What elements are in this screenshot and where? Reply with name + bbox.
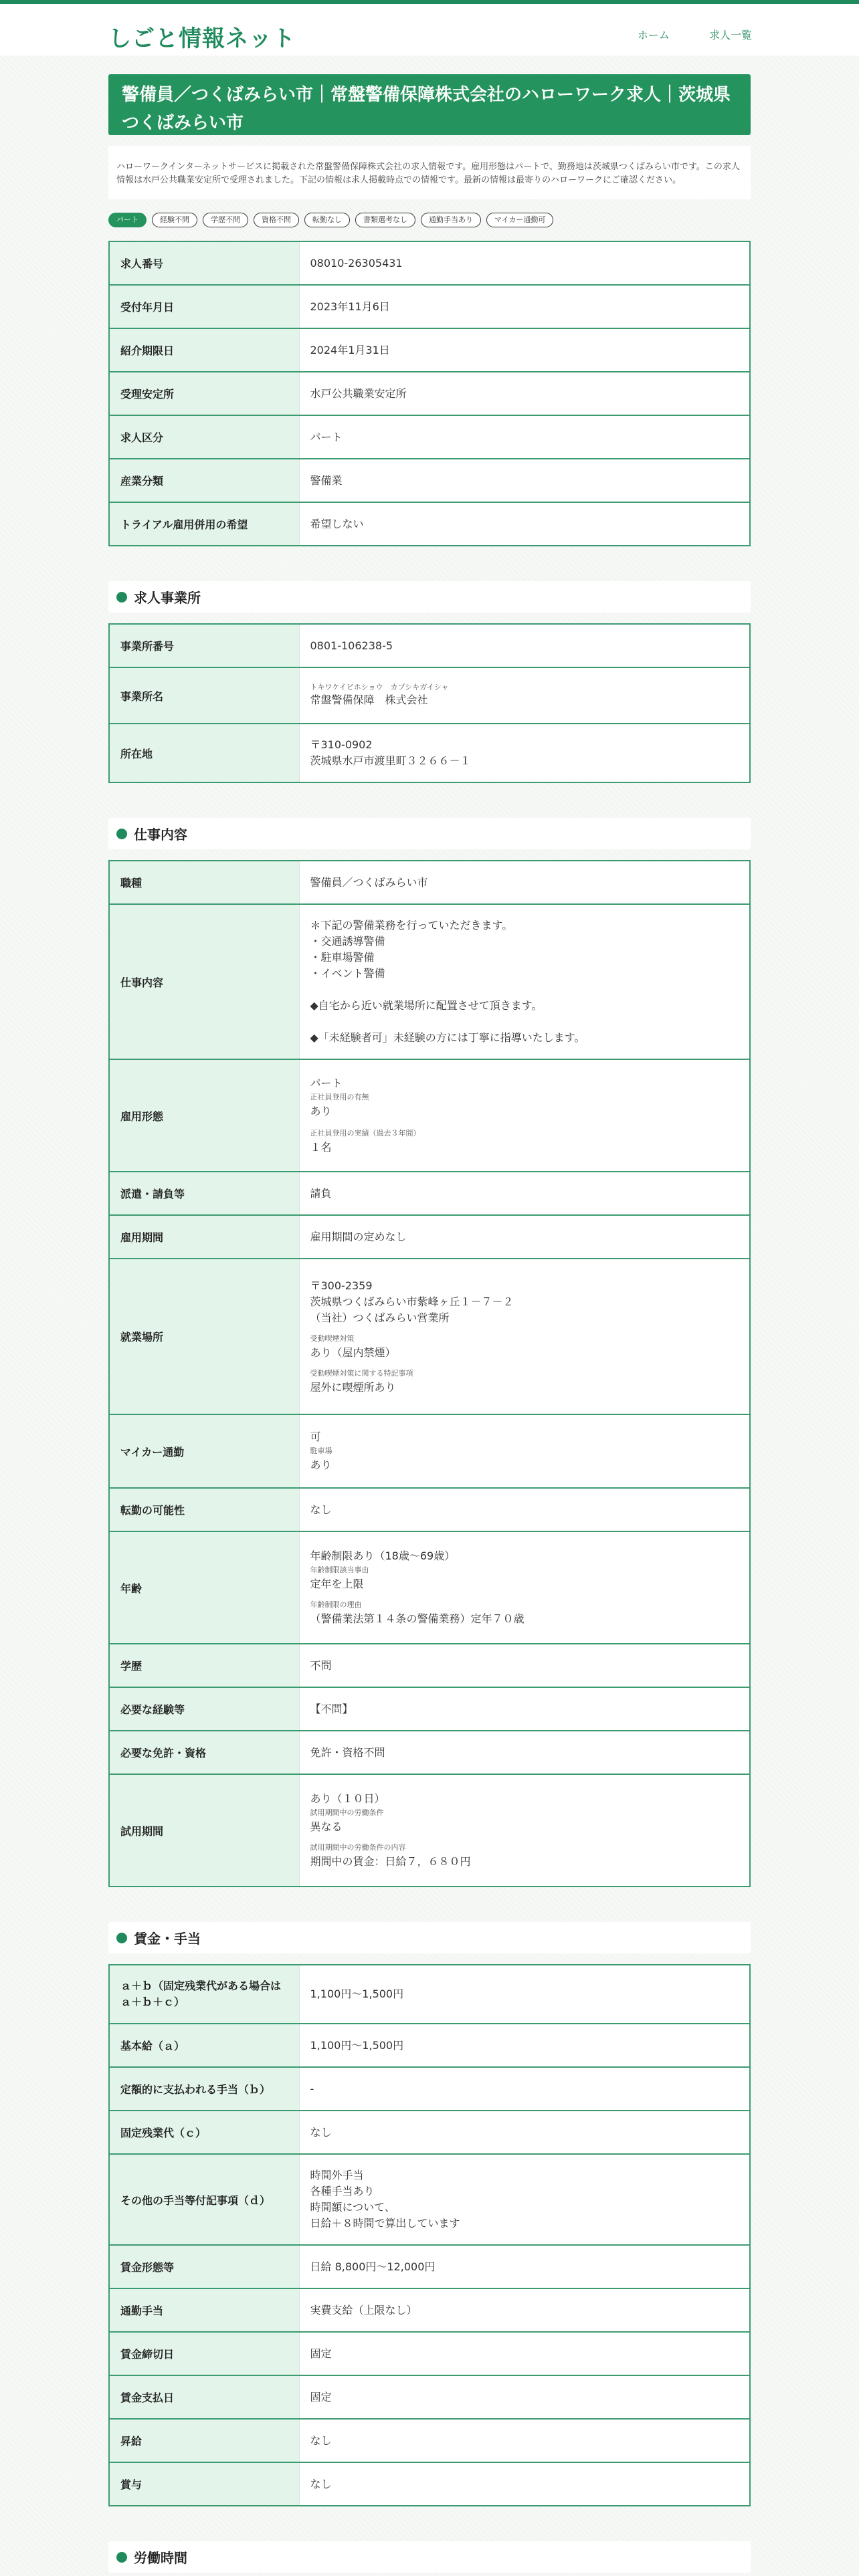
dispatch-value: 請負 (299, 1172, 750, 1215)
row-label: トライアル雇用併用の希望 (109, 502, 299, 546)
table-row (109, 1531, 750, 1644)
age-limit-reason: （警備業法第１４条の警備業務）定年７０歳 (310, 1612, 524, 1625)
tag-car-commute: マイカー通勤可 (486, 213, 553, 227)
table-row (109, 2067, 750, 2111)
sub-label: 年齢制限該当事由 (310, 1566, 369, 1574)
table-row (109, 724, 750, 782)
wage-table (108, 1964, 751, 2506)
table-row (109, 1774, 750, 1887)
row-label: 固定残業代（ｃ） (109, 2111, 299, 2154)
site-logo[interactable]: しごと情報ネット (108, 25, 296, 52)
row-value: 1,100円〜1,500円 (299, 1965, 750, 2024)
section-heading-text: 労働時間 (134, 2550, 187, 2566)
sub-label: 正社員登用の有無 (310, 1093, 369, 1101)
table-row (109, 2419, 750, 2462)
regular-conversion-record: １名 (310, 1141, 332, 1154)
row-value: 警備業 (299, 459, 750, 502)
table-row (109, 1687, 750, 1731)
section-heading-wage (108, 1922, 751, 1953)
row-label: 仕事内容 (109, 904, 299, 1059)
tag-no-document-screening: 書類選考なし (355, 213, 415, 227)
section-heading-text: 求人事業所 (134, 590, 201, 606)
section-heading-text: 仕事内容 (134, 827, 187, 843)
row-value: 2023年11月6日 (299, 285, 750, 328)
row-value: 日給 8,800円〜12,000円 (299, 2245, 750, 2288)
table-row (109, 2245, 750, 2288)
row-value: 固定 (299, 2332, 750, 2375)
bullet-dot-icon (116, 2552, 127, 2563)
page-title: 警備員／つくばみらい市｜常盤警備保障株式会社のハローワーク求人｜茨城県つくばみらい市 (108, 74, 751, 135)
table-row (109, 667, 750, 724)
table-row (109, 1259, 750, 1414)
tag-no-qualification: 資格不問 (254, 213, 299, 227)
row-label: 産業分類 (109, 459, 299, 502)
table-row (109, 1965, 750, 2024)
row-label: 試用期間 (109, 1774, 299, 1887)
row-label: 所在地 (109, 724, 299, 782)
table-row (109, 1215, 750, 1259)
table-row (109, 1731, 750, 1774)
job-title: 警備員／つくばみらい市 (299, 861, 750, 904)
row-value: 1,100円〜1,500円 (299, 2024, 750, 2067)
summary-table (108, 241, 751, 546)
bullet-dot-icon (116, 1933, 127, 1943)
table-row (109, 2288, 750, 2332)
row-label: 職種 (109, 861, 299, 904)
row-label: 事業所番号 (109, 624, 299, 667)
section-heading-work (108, 818, 751, 849)
workplace-postal: 〒300-2359 (310, 1279, 373, 1292)
site-header (0, 0, 859, 56)
trial-conditions: 異なる (310, 1820, 343, 1833)
row-label: 雇用形態 (109, 1059, 299, 1172)
nav-job-list-link[interactable]: 求人一覧 (708, 29, 752, 41)
table-row (109, 1488, 750, 1531)
row-label: 受理安定所 (109, 372, 299, 415)
table-row (109, 415, 750, 459)
nav-home-link[interactable]: ホーム (637, 29, 670, 41)
work-table (108, 860, 751, 1887)
section-heading-office (108, 581, 751, 613)
bullet-dot-icon (116, 829, 127, 839)
row-value: パート (299, 415, 750, 459)
row-label: 求人番号 (109, 241, 299, 285)
office-table (108, 623, 751, 783)
transfer-possibility: なし (299, 1488, 750, 1531)
row-label: 年齢 (109, 1531, 299, 1644)
sub-label: 駐車場 (310, 1446, 332, 1455)
job-content: ＊下記の警備業務を行っていただきます。 ・交通誘導警備 ・駐車場警備 ・イベント警備 ◆自宅から近い就業場所に配置させて頂きます。 ◆「未経験者可」未経験の方には丁寧に指導いたします。 (299, 904, 750, 1059)
tag-list (108, 213, 751, 227)
license-requirement: 免許・資格不問 (299, 1731, 750, 1774)
sub-label: 試用期間中の労働条件 (310, 1808, 384, 1817)
bullet-dot-icon (116, 592, 127, 603)
row-value: なし (299, 2419, 750, 2462)
row-label: 賃金形態等 (109, 2245, 299, 2288)
row-value: なし (310, 2477, 332, 2490)
row-value: 2024年1月31日 (299, 328, 750, 372)
row-label: 定額的に支払われる手当（ｂ） (109, 2067, 299, 2111)
table-row (109, 2154, 750, 2245)
row-label: 受付年月日 (109, 285, 299, 328)
table-row (109, 241, 750, 285)
sub-label: 受動喫煙対策 (310, 1333, 355, 1343)
section-heading-hours (108, 2541, 751, 2573)
office-address: 茨城県水戸市渡里町３２６６－１ (310, 754, 471, 767)
workplace-office: （当社）つくばみらい営業所 (310, 1311, 450, 1324)
row-value: なし (299, 2111, 750, 2154)
row-label: 派遣・請負等 (109, 1172, 299, 1215)
parking: あり (310, 1459, 332, 1471)
row-label: 転勤の可能性 (109, 1488, 299, 1531)
trial-period: あり（１０日） (310, 1792, 385, 1805)
main-nav (601, 27, 752, 42)
office-name-kana: トキワケイビホショウ カブシキガイシャ (310, 683, 449, 691)
table-row (109, 2024, 750, 2067)
table-row (109, 1059, 750, 1172)
table-row (109, 861, 750, 904)
row-value: 実費支給（上限なし） (299, 2288, 750, 2332)
row-label: 求人区分 (109, 415, 299, 459)
row-label: 基本給（ａ） (109, 2024, 299, 2067)
row-label: 必要な経験等 (109, 1687, 299, 1731)
sub-label: 年齢制限の理由 (310, 1600, 362, 1609)
sub-label: 受動喫煙対策に関する特記事項 (310, 1368, 413, 1378)
row-label: 雇用期間 (109, 1215, 299, 1259)
smoking-note: 屋外に喫煙所あり (310, 1380, 396, 1394)
table-row (109, 624, 750, 667)
tag-no-education: 学歴不問 (203, 213, 248, 227)
regular-conversion: あり (310, 1105, 332, 1117)
workplace-address: 茨城県つくばみらい市紫峰ヶ丘１－７－２ (310, 1295, 514, 1308)
table-row (109, 2111, 750, 2154)
row-label: 必要な免許・資格 (109, 1731, 299, 1774)
employment-period: 雇用期間の定めなし (299, 1215, 750, 1259)
row-value: 水戸公共職業安定所 (299, 372, 750, 415)
table-row (109, 328, 750, 372)
tag-no-experience: 経験不問 (152, 213, 197, 227)
row-label: ａ＋ｂ（固定残業代がある場合はａ＋ｂ＋ｃ） (109, 1965, 299, 2024)
experience-requirement: 【不問】 (299, 1687, 750, 1731)
tag-part-time: パート (108, 213, 147, 227)
tag-no-transfer: 転勤なし (304, 213, 350, 227)
table-row (109, 904, 750, 1059)
row-label: その他の手当等付記事項（ｄ） (109, 2154, 299, 2245)
row-label: 通勤手当 (109, 2288, 299, 2332)
main-content (108, 74, 751, 2573)
employment-type: パート (310, 1077, 343, 1089)
row-label: 就業場所 (109, 1259, 299, 1414)
row-label: 賃金締切日 (109, 2332, 299, 2375)
tag-commute-allowance: 通勤手当あり (421, 213, 481, 227)
row-label: 昇給 (109, 2419, 299, 2462)
smoking-policy: あり（屋内禁煙） (310, 1346, 396, 1359)
office-number: 0801-106238-5 (299, 624, 750, 667)
row-label: マイカー通勤 (109, 1414, 299, 1488)
row-label: 紹介期限日 (109, 328, 299, 372)
age-limit-case: 定年を上限 (310, 1578, 364, 1590)
car-commute: 可 (310, 1430, 321, 1443)
age-limit: 年齢制限あり（18歳〜69歳） (310, 1549, 456, 1562)
table-row (109, 2462, 750, 2506)
row-value: - (299, 2067, 750, 2111)
table-row (109, 285, 750, 328)
office-postal: 〒310-0902 (310, 738, 373, 751)
office-name: 常盤警備保障 株式会社 (310, 693, 428, 706)
row-label: 賃金支払日 (109, 2375, 299, 2419)
row-value: 08010-26305431 (299, 241, 750, 285)
page-description: ハローワークインターネットサービスに掲載された常盤警備保障株式会社の求人情報です。雇用形態はパートで、勤務地は茨城県つくばみらい市です。この求人情報は水戸公共職業安定所で受理されました。下記の情報は求人掲載時点での情報です。最新の情報は最寄りのハローワークにご確認ください。 (108, 146, 751, 199)
row-label: 賞与 (109, 2462, 299, 2506)
section-heading-text: 賃金・手当 (134, 1931, 201, 1947)
row-label: 学歴 (109, 1644, 299, 1687)
table-row (109, 1644, 750, 1687)
table-row (109, 1414, 750, 1488)
table-row (109, 459, 750, 502)
row-value: 固定 (299, 2375, 750, 2419)
row-value: 希望しない (310, 517, 364, 530)
education-requirement: 不問 (299, 1644, 750, 1687)
table-row (109, 502, 750, 546)
trial-wage-detail: 期間中の賃金：日給７，６８０円 (310, 1855, 471, 1868)
table-row (109, 2332, 750, 2375)
sub-label: 正社員登用の実績（過去３年間） (310, 1129, 421, 1138)
row-label: 事業所名 (109, 667, 299, 724)
table-row (109, 1172, 750, 1215)
sub-label: 試用期間中の労働条件の内容 (310, 1843, 406, 1852)
row-value: 時間外手当 各種手当あり 時間額について、 日給＋８時間で算出しています (299, 2154, 750, 2245)
table-row (109, 2375, 750, 2419)
table-row (109, 372, 750, 415)
